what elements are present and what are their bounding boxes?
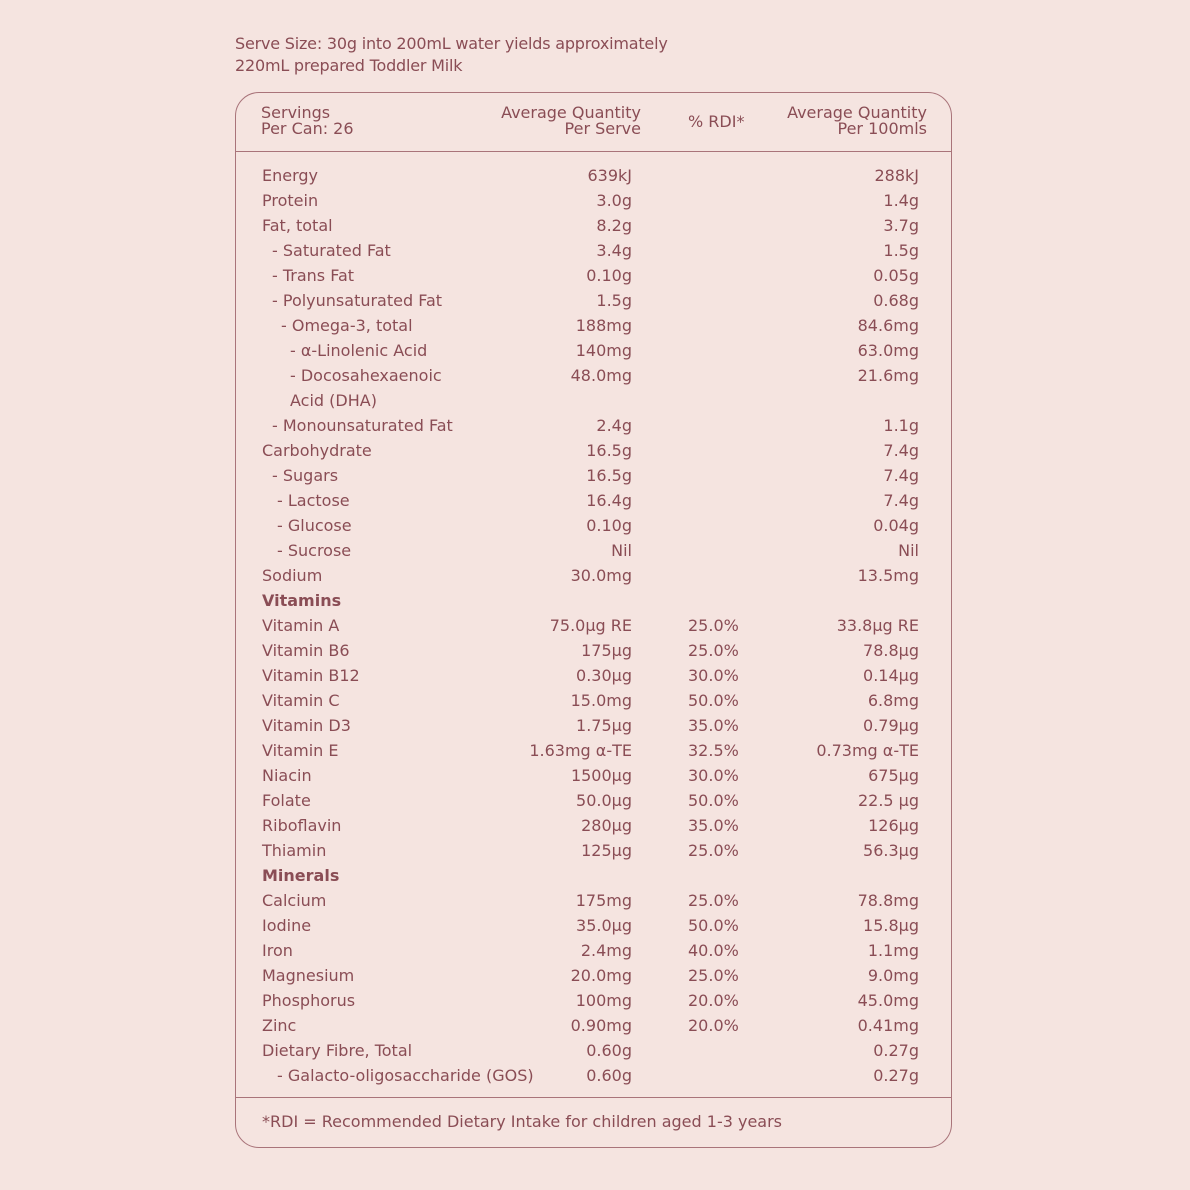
nutrient-name: Magnesium — [262, 966, 355, 985]
per-serve-value: 0.30µg — [576, 666, 632, 685]
nutrient-name: Calcium — [262, 891, 327, 910]
per-100ml-value: 3.7g — [883, 216, 919, 235]
nutrient-name: - Docosahexaenoic Acid (DHA) — [290, 366, 442, 410]
nutrient-row — [236, 988, 951, 1013]
per-100ml-value: 9.0mg — [867, 966, 919, 985]
header-avg-100-line1: Average Quantity — [787, 103, 927, 122]
nutrient-name: Protein — [262, 191, 319, 210]
nutrient-row — [236, 163, 951, 188]
per-100ml-value: 0.04g — [873, 516, 919, 535]
per-100ml-value: 56.3µg — [863, 841, 919, 860]
nutrient-row — [236, 238, 951, 263]
per-100ml-value: 288kJ — [874, 166, 919, 185]
per-serve-value: 16.5g — [586, 466, 632, 485]
nutrient-name: - Sugars — [272, 466, 339, 485]
per-serve-value: 30.0mg — [570, 566, 632, 585]
rdi-value: 30.0% — [688, 766, 739, 785]
footnote-divider — [236, 1097, 951, 1098]
nutrient-name: Vitamin C — [262, 691, 340, 710]
per-serve-value: 1.5g — [596, 291, 632, 310]
per-100ml-value: 63.0mg — [857, 341, 919, 360]
per-serve-value: 0.90mg — [570, 1016, 632, 1035]
nutrient-row — [236, 938, 951, 963]
nutrient-row — [236, 288, 951, 313]
nutrient-row — [236, 913, 951, 938]
rdi-value: 20.0% — [688, 1016, 739, 1035]
per-100ml-value: 6.8mg — [867, 691, 919, 710]
nutrient-row — [236, 838, 951, 863]
nutrient-row — [236, 763, 951, 788]
rdi-value: 25.0% — [688, 966, 739, 985]
nutrient-row — [236, 663, 951, 688]
per-100ml-value: 0.41mg — [857, 1016, 919, 1035]
rdi-value: 25.0% — [688, 641, 739, 660]
nutrient-name: - Polyunsaturated Fat — [272, 291, 443, 310]
per-serve-value: 16.5g — [586, 441, 632, 460]
nutrient-row — [236, 1013, 951, 1038]
nutrient-name: - Lactose — [277, 491, 350, 510]
rdi-value: 25.0% — [688, 891, 739, 910]
nutrient-row — [236, 1063, 951, 1088]
nutrient-name: Vitamin A — [262, 616, 340, 635]
per-serve-value: 100mg — [575, 991, 632, 1010]
nutrient-name: Iodine — [262, 916, 312, 935]
per-100ml-value: 78.8µg — [863, 641, 919, 660]
nutrient-row — [236, 613, 951, 638]
nutrition-panel — [235, 92, 952, 1148]
nutrient-name: - Glucose — [277, 516, 352, 535]
nutrient-row — [236, 963, 951, 988]
nutrient-row — [236, 1038, 951, 1063]
nutrient-name: Minerals — [262, 866, 340, 885]
header-servings-line2: Per Can: 26 — [261, 119, 354, 138]
per-100ml-value: 15.8µg — [863, 916, 919, 935]
header-servings — [261, 105, 354, 137]
per-serve-value: 3.4g — [596, 241, 632, 260]
per-serve-value: 75.0µg RE — [549, 616, 632, 635]
per-100ml-value: 78.8mg — [857, 891, 919, 910]
per-serve-value: 0.60g — [586, 1066, 632, 1085]
per-100ml-value: 1.1mg — [867, 941, 919, 960]
serve-size — [235, 33, 668, 77]
nutrient-row — [236, 688, 951, 713]
nutrient-name: Fat, total — [262, 216, 333, 235]
rdi-value: 35.0% — [688, 716, 739, 735]
nutrient-row — [236, 413, 951, 438]
per-serve-value: 175µg — [581, 641, 632, 660]
nutrient-name: - Omega-3, total — [281, 316, 413, 335]
per-100ml-value: Nil — [898, 541, 919, 560]
per-serve-value: 280µg — [581, 816, 632, 835]
rdi-value: 40.0% — [688, 941, 739, 960]
rdi-value: 50.0% — [688, 691, 739, 710]
nutrient-name: Sodium — [262, 566, 323, 585]
nutrient-name: - Trans Fat — [272, 266, 355, 285]
nutrient-name: Energy — [262, 166, 319, 185]
nutrient-name: - Galacto-oligosaccharide (GOS) — [277, 1066, 534, 1085]
header-avg-100 — [787, 105, 927, 137]
per-serve-value: 188mg — [575, 316, 632, 335]
nutrient-row — [236, 313, 951, 338]
per-100ml-value: 126µg — [868, 816, 919, 835]
header-rdi: % RDI* — [688, 112, 745, 131]
rdi-value: 50.0% — [688, 916, 739, 935]
nutrient-rows — [236, 163, 951, 1088]
rdi-value: 35.0% — [688, 816, 739, 835]
nutrient-row — [236, 363, 951, 413]
per-serve-value: 0.10g — [586, 266, 632, 285]
nutrient-name: - Sucrose — [277, 541, 352, 560]
per-100ml-value: 7.4g — [883, 491, 919, 510]
per-100ml-value: 7.4g — [883, 466, 919, 485]
per-100ml-value: 21.6mg — [857, 366, 919, 385]
rdi-value: 32.5% — [688, 741, 739, 760]
nutrient-row — [236, 888, 951, 913]
per-serve-value: 20.0mg — [570, 966, 632, 985]
per-100ml-value: 33.8µg RE — [836, 616, 919, 635]
nutrient-name: - Monounsaturated Fat — [272, 416, 453, 435]
per-100ml-value: 7.4g — [883, 441, 919, 460]
rdi-value: 50.0% — [688, 791, 739, 810]
nutrient-name: - α-Linolenic Acid — [290, 341, 428, 360]
per-serve-value: 48.0mg — [570, 366, 632, 385]
nutrient-row — [236, 738, 951, 763]
per-serve-value: Nil — [611, 541, 632, 560]
per-100ml-value: 0.27g — [873, 1041, 919, 1060]
nutrient-row — [236, 713, 951, 738]
serve-size-line2: 220mL prepared Toddler Milk — [235, 56, 463, 75]
nutrient-row — [236, 813, 951, 838]
nutrient-name: Vitamin E — [262, 741, 339, 760]
per-100ml-value: 84.6mg — [857, 316, 919, 335]
nutrient-name: Iron — [262, 941, 293, 960]
per-serve-value: 1.63mg α-TE — [529, 741, 632, 760]
per-100ml-value: 0.73mg α-TE — [816, 741, 919, 760]
nutrient-row — [236, 438, 951, 463]
per-serve-value: 0.10g — [586, 516, 632, 535]
header-divider — [236, 151, 951, 152]
header-avg-serve — [501, 105, 641, 137]
nutrient-name: Riboflavin — [262, 816, 342, 835]
per-100ml-value: 0.05g — [873, 266, 919, 285]
per-100ml-value: 13.5mg — [857, 566, 919, 585]
per-100ml-value: 1.4g — [883, 191, 919, 210]
per-serve-value: 175mg — [575, 891, 632, 910]
header-avg-serve-line1: Average Quantity — [501, 103, 641, 122]
per-100ml-value: 0.79µg — [863, 716, 919, 735]
header-avg-100-line2: Per 100mls — [837, 119, 927, 138]
per-serve-value: 2.4g — [596, 416, 632, 435]
nutrient-name: Phosphorus — [262, 991, 356, 1010]
rdi-value: 25.0% — [688, 616, 739, 635]
nutrient-name: Niacin — [262, 766, 312, 785]
per-100ml-value: 45.0mg — [857, 991, 919, 1010]
nutrient-row — [236, 788, 951, 813]
section-heading — [236, 588, 951, 613]
nutrient-name: Carbohydrate — [262, 441, 372, 460]
section-heading — [236, 863, 951, 888]
nutrient-row — [236, 538, 951, 563]
nutrient-row — [236, 563, 951, 588]
rdi-value: 30.0% — [688, 666, 739, 685]
nutrient-row — [236, 488, 951, 513]
per-100ml-value: 22.5 µg — [857, 791, 919, 810]
nutrient-row — [236, 463, 951, 488]
header-servings-line1: Servings — [261, 103, 331, 122]
nutrient-name: Thiamin — [262, 841, 327, 860]
nutrient-row — [236, 638, 951, 663]
nutrient-row — [236, 213, 951, 238]
nutrient-name: Vitamin B6 — [262, 641, 350, 660]
per-serve-value: 125µg — [581, 841, 632, 860]
per-serve-value: 140mg — [575, 341, 632, 360]
per-100ml-value: 1.5g — [883, 241, 919, 260]
per-serve-value: 15.0mg — [570, 691, 632, 710]
per-serve-value: 639kJ — [587, 166, 632, 185]
serve-size-line1: Serve Size: 30g into 200mL water yields approximately — [235, 34, 668, 53]
per-serve-value: 16.4g — [586, 491, 632, 510]
rdi-footnote: *RDI = Recommended Dietary Intake for children aged 1-3 years — [262, 1112, 783, 1131]
nutrient-name: - Saturated Fat — [272, 241, 391, 260]
per-serve-value: 8.2g — [596, 216, 632, 235]
per-serve-value: 35.0µg — [576, 916, 632, 935]
per-serve-value: 50.0µg — [576, 791, 632, 810]
per-100ml-value: 1.1g — [883, 416, 919, 435]
nutrient-name: Vitamin B12 — [262, 666, 360, 685]
nutrient-row — [236, 263, 951, 288]
nutrient-row — [236, 338, 951, 363]
per-100ml-value: 675µg — [868, 766, 919, 785]
per-100ml-value: 0.68g — [873, 291, 919, 310]
nutrient-row — [236, 513, 951, 538]
per-serve-value: 2.4mg — [580, 941, 632, 960]
nutrient-name: Folate — [262, 791, 311, 810]
nutrient-name: Zinc — [262, 1016, 297, 1035]
per-serve-value: 1.75µg — [576, 716, 632, 735]
nutrient-name: Vitamin D3 — [262, 716, 351, 735]
rdi-value: 25.0% — [688, 841, 739, 860]
rdi-value: 20.0% — [688, 991, 739, 1010]
nutrient-name: Vitamins — [262, 591, 342, 610]
per-serve-value: 0.60g — [586, 1041, 632, 1060]
nutrient-row — [236, 188, 951, 213]
per-100ml-value: 0.27g — [873, 1066, 919, 1085]
per-serve-value: 3.0g — [596, 191, 632, 210]
per-serve-value: 1500µg — [570, 766, 632, 785]
per-100ml-value: 0.14µg — [863, 666, 919, 685]
nutrient-name: Dietary Fibre, Total — [262, 1041, 413, 1060]
header-avg-serve-line2: Per Serve — [564, 119, 641, 138]
